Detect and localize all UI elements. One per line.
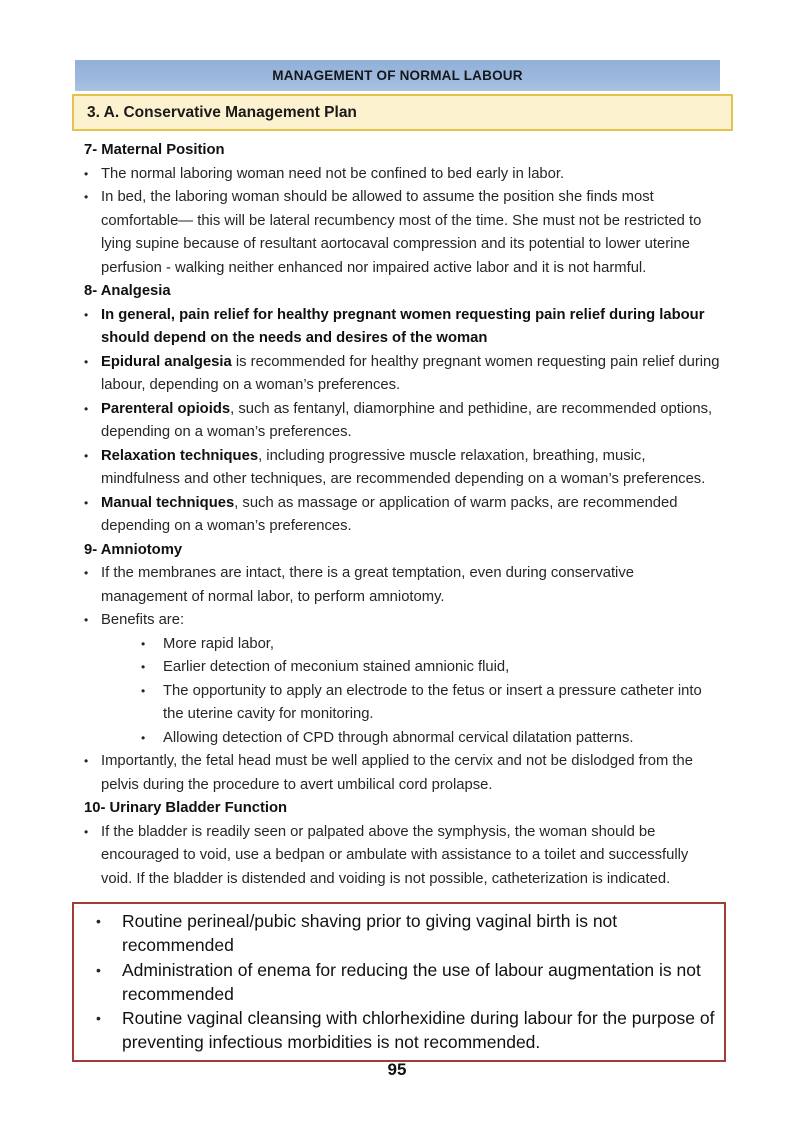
bullet-item — [84, 445, 722, 492]
bullet-text: More rapid labor, — [163, 635, 275, 652]
bullet-text-container — [101, 821, 722, 892]
bullet-bold-text: Relaxation techniques — [101, 447, 259, 464]
bullet-text-container — [101, 398, 722, 445]
section-title-box — [72, 94, 733, 131]
bullet-text: In bed, the laboring woman should be allowed to assume the position she finds most comfortable— this will be lateral recumbency most of the time. She must not be restricted to lying supine because of resultant aortocaval compression and its potential to lower uterine perfusion - walking neither enhanced nor impaired active labor and it is not harmful. — [101, 189, 702, 276]
bullet-icon: • — [96, 913, 101, 929]
alert-box — [72, 902, 726, 1062]
bullet-item — [84, 750, 722, 797]
bullet-item — [141, 656, 722, 680]
bullet-text-container — [101, 492, 722, 539]
bullet-icon: • — [84, 566, 89, 580]
bullet-text: Routine vaginal cleansing with chlorhexidine during labour for the purpose of preventing infectious morbidities is not recommended. — [122, 1008, 715, 1053]
bullet-item — [84, 163, 722, 187]
bullet-icon: • — [96, 1010, 101, 1027]
bullet-text: Importantly, the fetal head must be well applied to the cervix and not be dislodged from the pelvis during the procedure to avert umbilical cord prolapse. — [101, 753, 693, 793]
bullet-text-container — [101, 609, 722, 633]
alert-list — [74, 909, 716, 1055]
bullet-text-container — [163, 656, 722, 680]
bullet-text-container — [122, 958, 716, 1007]
bullet-item — [84, 398, 722, 445]
bullet-item — [84, 186, 722, 280]
page-number: 95 — [387, 1060, 407, 1079]
bullet-bold-text: In general, pain relief for healthy pregnant women requesting pain relief during labour should depend on the needs and desires of the woman — [101, 306, 705, 346]
page-header-title: MANAGEMENT OF NORMAL LABOUR — [272, 68, 523, 83]
bullet-text-container — [101, 562, 722, 609]
bullet-text: Benefits are: — [101, 612, 185, 628]
bullet-text-container — [122, 1006, 716, 1055]
bullet-item — [141, 633, 722, 657]
bullet-text: Administration of enema for reducing the use of labour augmentation is not recommended — [122, 959, 701, 1004]
section-heading: 9- Amniotomy — [84, 541, 183, 558]
bullet-bold-text: Parenteral opioids — [101, 400, 231, 417]
bullet-item — [141, 727, 722, 751]
bullet-text-container — [122, 909, 716, 958]
bullet-icon: • — [141, 730, 146, 745]
bullet-icon: • — [141, 683, 146, 698]
bullet-item — [84, 562, 722, 609]
bullet-text-container — [101, 186, 722, 280]
bullet-text-container — [101, 750, 722, 797]
bullet-icon: • — [84, 190, 89, 204]
bullet-item — [74, 1006, 716, 1055]
bullet-item — [84, 609, 722, 633]
bullet-bold-text: Manual techniques — [101, 494, 235, 511]
bullet-text-container — [163, 680, 722, 727]
bullet-text-container — [101, 304, 722, 351]
bullet-icon: • — [141, 636, 146, 651]
bullet-item — [74, 958, 716, 1007]
bullet-item — [84, 821, 722, 892]
bullet-bold-text: Epidural analgesia — [101, 353, 232, 370]
bullet-text-container — [101, 445, 722, 492]
bullet-icon: • — [84, 754, 89, 768]
bullet-item — [84, 351, 722, 398]
bullet-item — [84, 492, 722, 539]
page-header-banner — [75, 60, 720, 91]
section-heading: 7- Maternal Position — [84, 142, 225, 158]
bullet-icon: • — [84, 495, 89, 510]
bullet-item — [141, 680, 722, 727]
bullet-text-container — [101, 163, 722, 187]
bullet-text: is recommended for healthy pregnant women requesting pain relief during labour, depending on a woman’s preferences. — [101, 353, 720, 393]
bullet-text: , such as massage or application of warm packs, are recommended depending on a woman’s preferences. — [101, 494, 678, 534]
bullet-icon: • — [96, 961, 101, 978]
bullet-icon: • — [84, 354, 89, 369]
section-heading: 10- Urinary Bladder Function — [84, 800, 288, 816]
bullet-text: The normal laboring woman need not be confined to bed early in labor. — [101, 165, 565, 182]
content-area — [84, 139, 722, 891]
bullet-item — [84, 304, 722, 351]
bullet-text: , such as fentanyl, diamorphine and pethidine, are recommended options, depending on a woman’s preferences. — [101, 400, 713, 440]
bullet-text: Earlier detection of meconium stained amnionic fluid, — [163, 659, 510, 675]
bullet-icon: • — [84, 448, 89, 463]
bullet-text: , including progressive muscle relaxation, breathing, music, mindfulness and other techniques, are recommended depending on a woman’s preferences. — [101, 447, 706, 487]
bullet-text: Routine perineal/pubic shaving prior to giving vaginal birth is not recommended — [122, 911, 618, 956]
bullet-text-container — [163, 633, 722, 657]
bullet-icon: • — [84, 166, 89, 181]
bullet-icon: • — [84, 401, 89, 416]
bullet-icon: • — [84, 824, 89, 839]
bullet-icon: • — [141, 660, 146, 674]
bullet-text: Allowing detection of CPD through abnormal cervical dilatation patterns. — [163, 729, 634, 746]
section-heading: 8- Analgesia — [84, 283, 171, 299]
bullet-icon: • — [84, 613, 89, 627]
bullet-item — [74, 909, 716, 958]
bullet-text: The opportunity to apply an electrode to the fetus or insert a pressure catheter into the uterine cavity for monitoring. — [163, 682, 702, 722]
bullet-text-container — [163, 727, 722, 751]
bullet-text: If the membranes are intact, there is a great temptation, even during conservative management of normal labor, to perform amniotomy. — [101, 565, 634, 605]
bullet-text-container — [101, 351, 722, 398]
bullet-text: If the bladder is readily seen or palpated above the symphysis, the woman should be encouraged to void, use a bedpan or ambulate with assistance to a toilet and successfully void. If the bladder is distended and voiding is not possible, catheterization is indicated. — [101, 823, 689, 887]
bullet-icon: • — [84, 307, 89, 322]
section-title: 3. A. Conservative Management Plan — [87, 103, 357, 121]
